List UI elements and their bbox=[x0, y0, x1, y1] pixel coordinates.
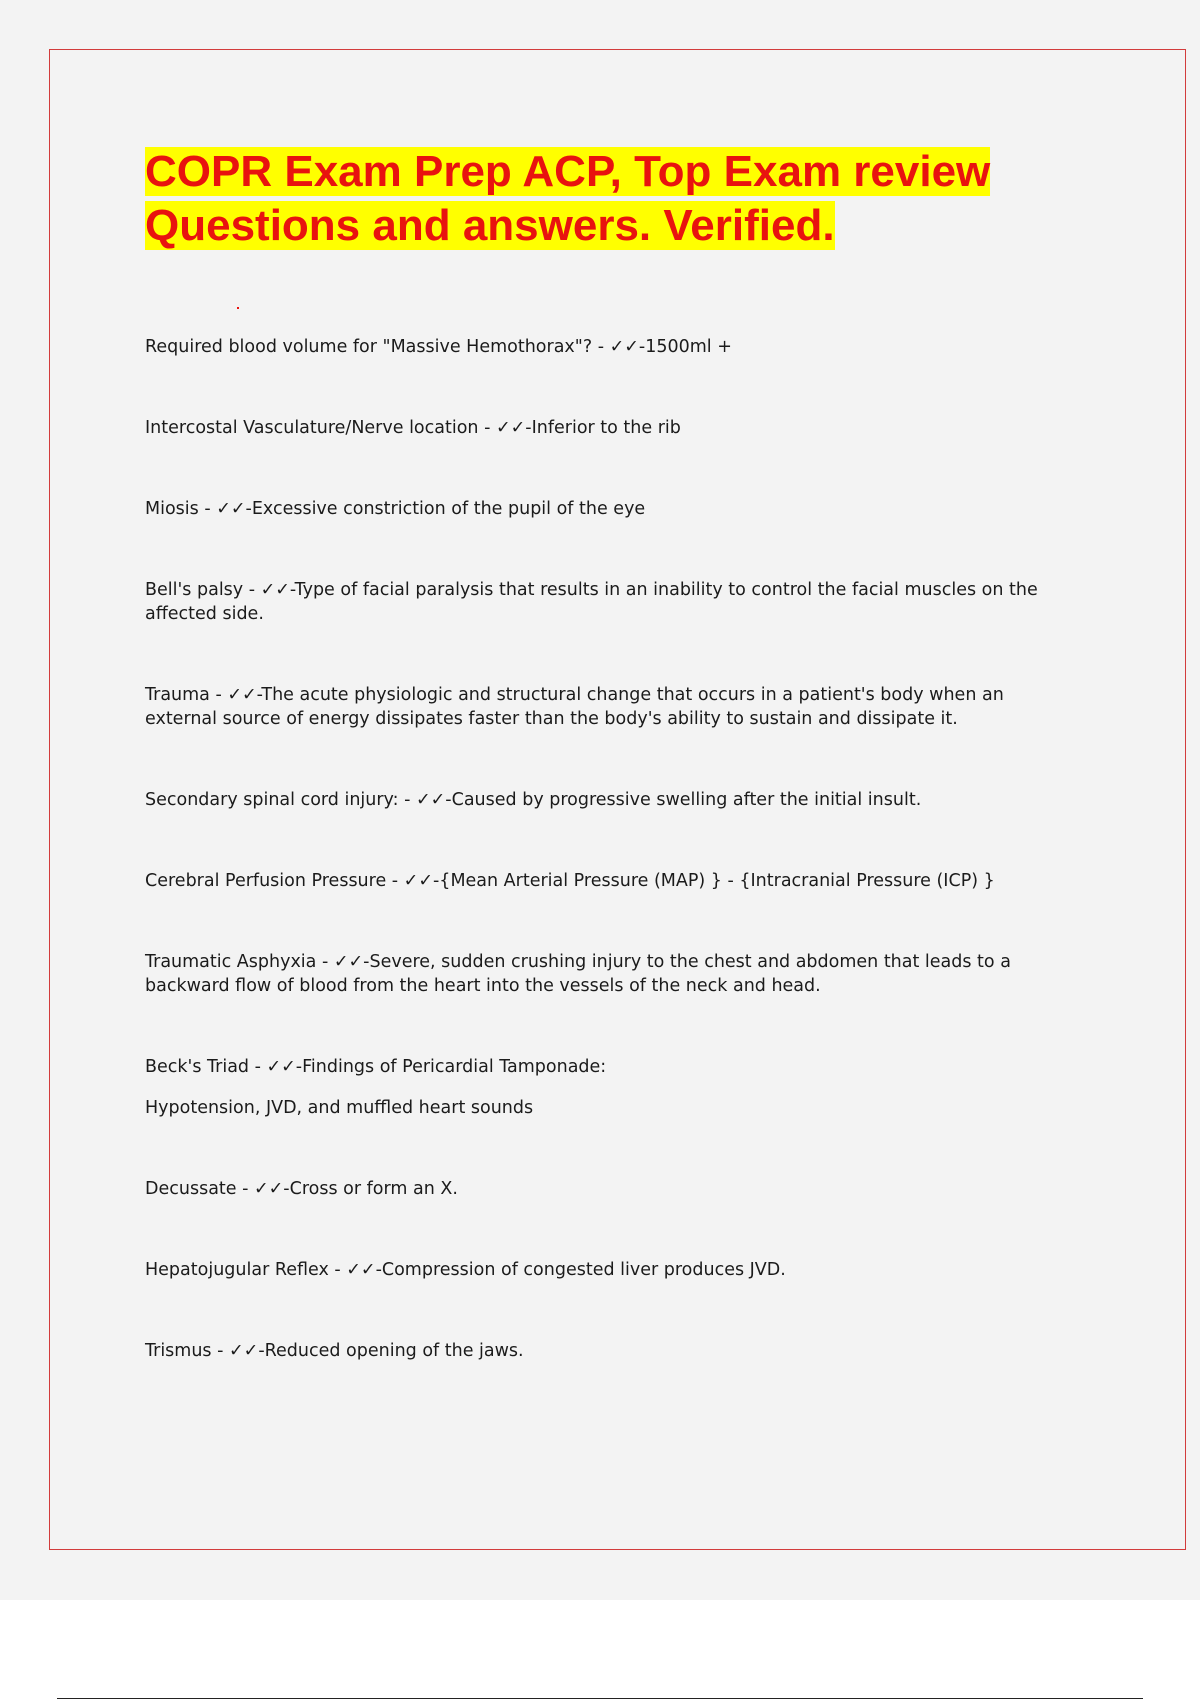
qa-entry: Required blood volume for "Massive Hemothorax"? - ✓✓-1500ml + bbox=[145, 337, 732, 357]
stray-mark bbox=[237, 307, 239, 309]
qa-entry: Intercostal Vasculature/Nerve location - ✓✓-Inferior to the rib bbox=[145, 418, 681, 438]
title-highlight: COPR Exam Prep ACP, Top Exam review Questions and answers. Verified. bbox=[145, 147, 991, 250]
qa-entry-line: Hypotension, JVD, and muffled heart sounds bbox=[145, 1098, 534, 1118]
qa-entry: Decussate - ✓✓-Cross or form an X. bbox=[145, 1179, 458, 1199]
qa-entry: Traumatic Asphyxia - ✓✓-Severe, sudden crushing injury to the chest and abdomen that leads to a backward flow of blood from the heart into the vessels of the neck and head. bbox=[145, 952, 1011, 996]
qa-entry: Bell's palsy - ✓✓-Type of facial paralysis that results in an inability to control the facial muscles on the affected side. bbox=[145, 580, 1038, 624]
qa-entry: Trismus - ✓✓-Reduced opening of the jaws. bbox=[145, 1341, 524, 1361]
footer-divider bbox=[57, 1698, 1143, 1699]
qa-entry: Trauma - ✓✓-The acute physiologic and structural change that occurs in a patient's body when an external source of energy dissipates faster than the body's ability to sustain and dissipate it. bbox=[145, 685, 1004, 729]
qa-entry bbox=[145, 1055, 1075, 1120]
qa-entry-line: Beck's Triad - ✓✓-Findings of Pericardial Tamponade: bbox=[145, 1057, 607, 1077]
qa-entry: Hepatojugular Reflex - ✓✓-Compression of congested liver produces JVD. bbox=[145, 1260, 786, 1280]
qa-entry: Miosis - ✓✓-Excessive constriction of the pupil of the eye bbox=[145, 499, 646, 519]
document-title bbox=[145, 145, 1085, 253]
qa-entry: Secondary spinal cord injury: - ✓✓-Caused by progressive swelling after the initial insult. bbox=[145, 790, 922, 810]
qa-entry: Cerebral Perfusion Pressure - ✓✓-{Mean Arterial Pressure (MAP) } - {Intracranial Pressure (ICP) } bbox=[145, 871, 995, 891]
